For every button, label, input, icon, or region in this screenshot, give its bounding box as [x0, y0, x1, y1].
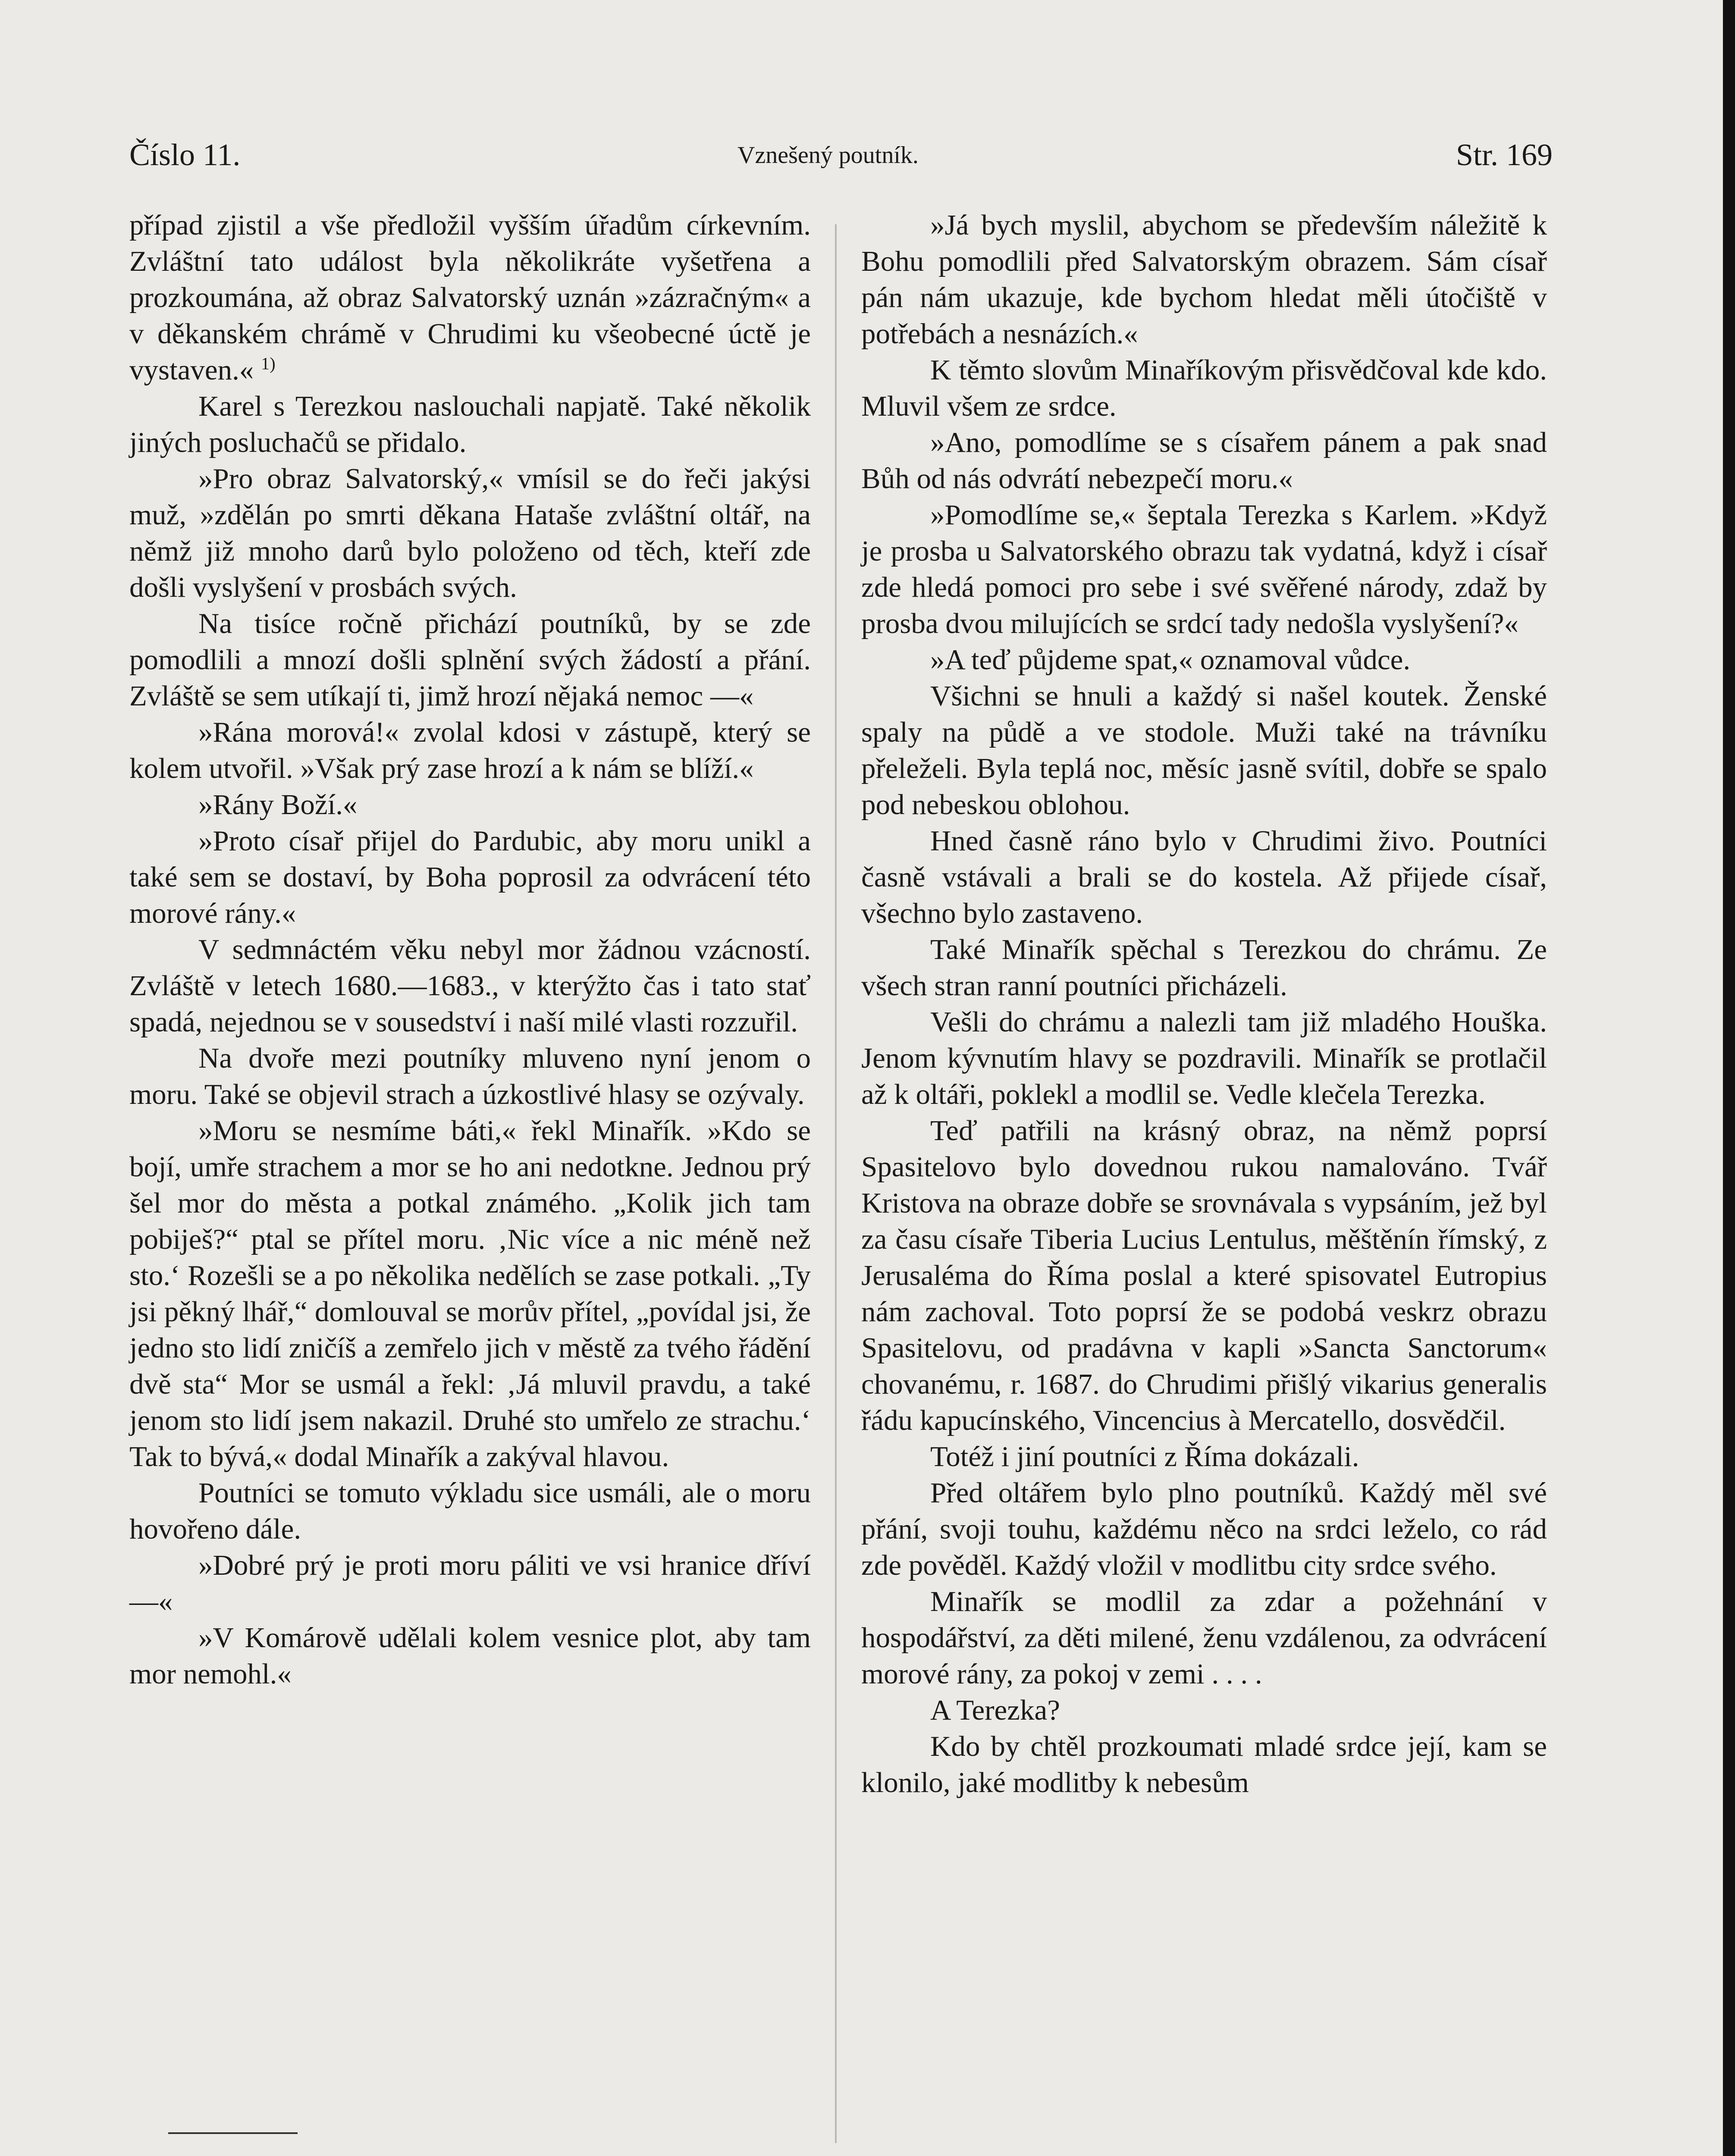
paragraph: Všichni se hnuli a každý si našel koutek. Ženské spaly na půdě a ve stodole. Muži také na trávníku přeleželi. Byla teplá noc, měsíc jasně svítil, dobře se spalo pod nebeskou oblohou. — [861, 680, 1547, 821]
paragraph: Minařík se modlil za zdar a požehnání v hospodářství, za děti milené, ženu vzdálenou, za odvrácení morové rány, za pokoj v zemi . . . . — [861, 1586, 1547, 1690]
page-edge — [1723, 0, 1735, 2156]
paragraph: Hned časně ráno bylo v Chrudimi živo. Poutníci časně vstávali a brali se do kostela. Až přijede císař, všechno bylo zastaveno. — [861, 825, 1547, 929]
paragraph: Poutníci se tomuto výkladu sice usmáli, ale o moru hovořeno dále. — [129, 1477, 811, 1545]
publication-title: Vznešený poutník. — [737, 142, 919, 169]
right-column — [861, 207, 1547, 1801]
page-number: Str. 169 — [1456, 138, 1553, 172]
paragraph: případ zjistil a vše předložil vyšším úřadům církevním. Zvláštní tato událost byla několikráte vyšetřena a prozkoumána, až obraz Salvatorský uznán »zázračným« a v děkanském chrámě v Chrudimi ku všeobecné úctě je vystaven.« $^{1)}$ — [129, 209, 811, 386]
paragraph: K těmto slovům Minaříkovým přisvědčoval kde kdo. Mluvil všem ze srdce. — [861, 354, 1547, 422]
paragraph: »Rána morová!« zvolal kdosi v zástupě, který se kolem utvořil. »Však prý zase hrozí a k nám se blíží.« — [129, 716, 811, 784]
paragraph: »Rány Boží.« — [198, 789, 358, 821]
paragraph: »Pro obraz Salvatorský,« vmísil se do řeči jakýsi muž, »zdělán po smrti děkana Hataše zvláštní oltář, na němž již mnoho darů bylo položeno od těch, kteří zde došli vyslyšení v prosbách svých. — [129, 463, 811, 603]
paragraph: »A teď půjdeme spat,« oznamoval vůdce. — [930, 644, 1411, 676]
paragraph: »Dobré prý je proti moru páliti ve vsi hranice dříví —« — [129, 1549, 811, 1617]
footnote-marker: 1) — [261, 354, 276, 373]
paragraph: »Moru se nesmíme báti,« řekl Minařík. »Kdo se bojí, umře strachem a mor se ho ani nedotkne. Jednou prý šel mor do města a potkal známého. „Kolik jich tam pobiješ?“ ptal se přítel moru. ‚Nic více a nic méně než sto.‘ Rozešli se a po několika nedělích se zase potkali. „Ty jsi pěkný lhář,“ domlouval se morův přítel, „povídal jsi, že jedno sto lidí zničíš a zemřelo jich v městě za tvého řádění dvě sta“ Mor se usmál a řekl: ‚Já mluvil pravdu, a také jenom sto lidí jsem nakazil. Druhé sto umřelo ze strachu.‘ Tak to bývá,« dodal Minařík a zakýval hlavou. — [129, 1115, 811, 1473]
paragraph: Karel s Terezkou naslouchali napjatě. Také několik jiných posluchačů se přidalo. — [129, 390, 811, 458]
paragraph: V sedmnáctém věku nebyl mor žádnou vzácností. Zvláště v letech 1680.—1683., v kterýžto čas i tato stať spadá, nejednou se v sousedství i naší milé vlasti rozzuřil. — [129, 934, 811, 1038]
paragraph: »Pomodlíme se,« šeptala Terezka s Karlem. »Když je prosba u Salvatorského obrazu tak vydatná, když i císař zde hledá pomoci pro sebe i své svěřené národy, zdaž by prosba dvou milujících se srdcí tady nedošla vyslyšení?« — [861, 499, 1547, 639]
paragraph: Kdo by chtěl prozkoumati mladé srdce její, kam se klonilo, jaké modlitby k nebesům — [861, 1730, 1547, 1799]
paragraph: Totéž i jiní poutníci z Říma dokázali. — [930, 1441, 1359, 1473]
paragraph: »Ano, pomodlíme se s císařem pánem a pak snad Bůh od nás odvrátí nebezpečí moru.« — [861, 426, 1547, 495]
footnote-rule — [168, 2132, 298, 2134]
issue-number: Číslo 11. — [129, 138, 241, 172]
column-divider — [835, 224, 837, 2143]
paragraph: Vešli do chrámu a nalezli tam již mladého Houška. Jenom kývnutím hlavy se pozdravili. Minařík se protlačil až k oltáři, poklekl a modlil se. Vedle klečela Terezka. — [861, 1006, 1547, 1110]
paragraph: Na dvoře mezi poutníky mluveno nyní jenom o moru. Také se objevil strach a úzkostlivé hlasy se ozývaly. — [129, 1042, 811, 1110]
paragraph: Na tisíce ročně přichází poutníků, by se zde pomodlili a mnozí došli splnění svých žádostí a přání. Zvláště se sem utíkají ti, jimž hrozí nějaká nemoc —« — [129, 608, 811, 712]
paragraph: Teď patřili na krásný obraz, na němž poprsí Spasitelovo bylo dovednou rukou namalováno. Tvář Kristova na obraze dobře se srovnávala s vypsáním, jež byl za času císaře Tiberia Lucius Lentulus, měštěnín římský, z Jerusaléma do Říma poslal a které spisovatel Eutropius nám zachoval. Toto poprsí že se podobá veskrz obrazu Spasitelovu, od pradávna v kapli »Sancta Sanctorum« chovanému, r. 1687. do Chrudimi přišlý vikarius generalis řádu kapucínského, Vincencius à Mercatello, dosvědčil. — [861, 1115, 1547, 1436]
paragraph: Před oltářem bylo plno poutníků. Každý měl své přání, svoji touhu, každému něco na srdci leželo, co rád zde pověděl. Každý vložil v modlitbu city srdce svého. — [861, 1477, 1547, 1581]
paragraph: »V Komárově udělali kolem vesnice plot, aby tam mor nemohl.« — [129, 1622, 811, 1690]
running-head — [129, 137, 1553, 180]
paragraph: Také Minařík spěchal s Terezkou do chrámu. Ze všech stran ranní poutníci přicházeli. — [861, 934, 1547, 1002]
paragraph: »Já bych myslil, abychom se především náležitě k Bohu pomodlili před Salvatorským obrazem. Sám císař pán nám ukazuje, kde bychom hledat měli útočiště v potřebách a nesnázích.« — [861, 209, 1547, 350]
paragraph: A Terezka? — [930, 1694, 1060, 1726]
left-column — [129, 207, 811, 1692]
paragraph: »Proto císař přijel do Pardubic, aby moru unikl a také sem se dostaví, by Boha poprosil za odvrácení této morové rány.« — [129, 825, 811, 929]
